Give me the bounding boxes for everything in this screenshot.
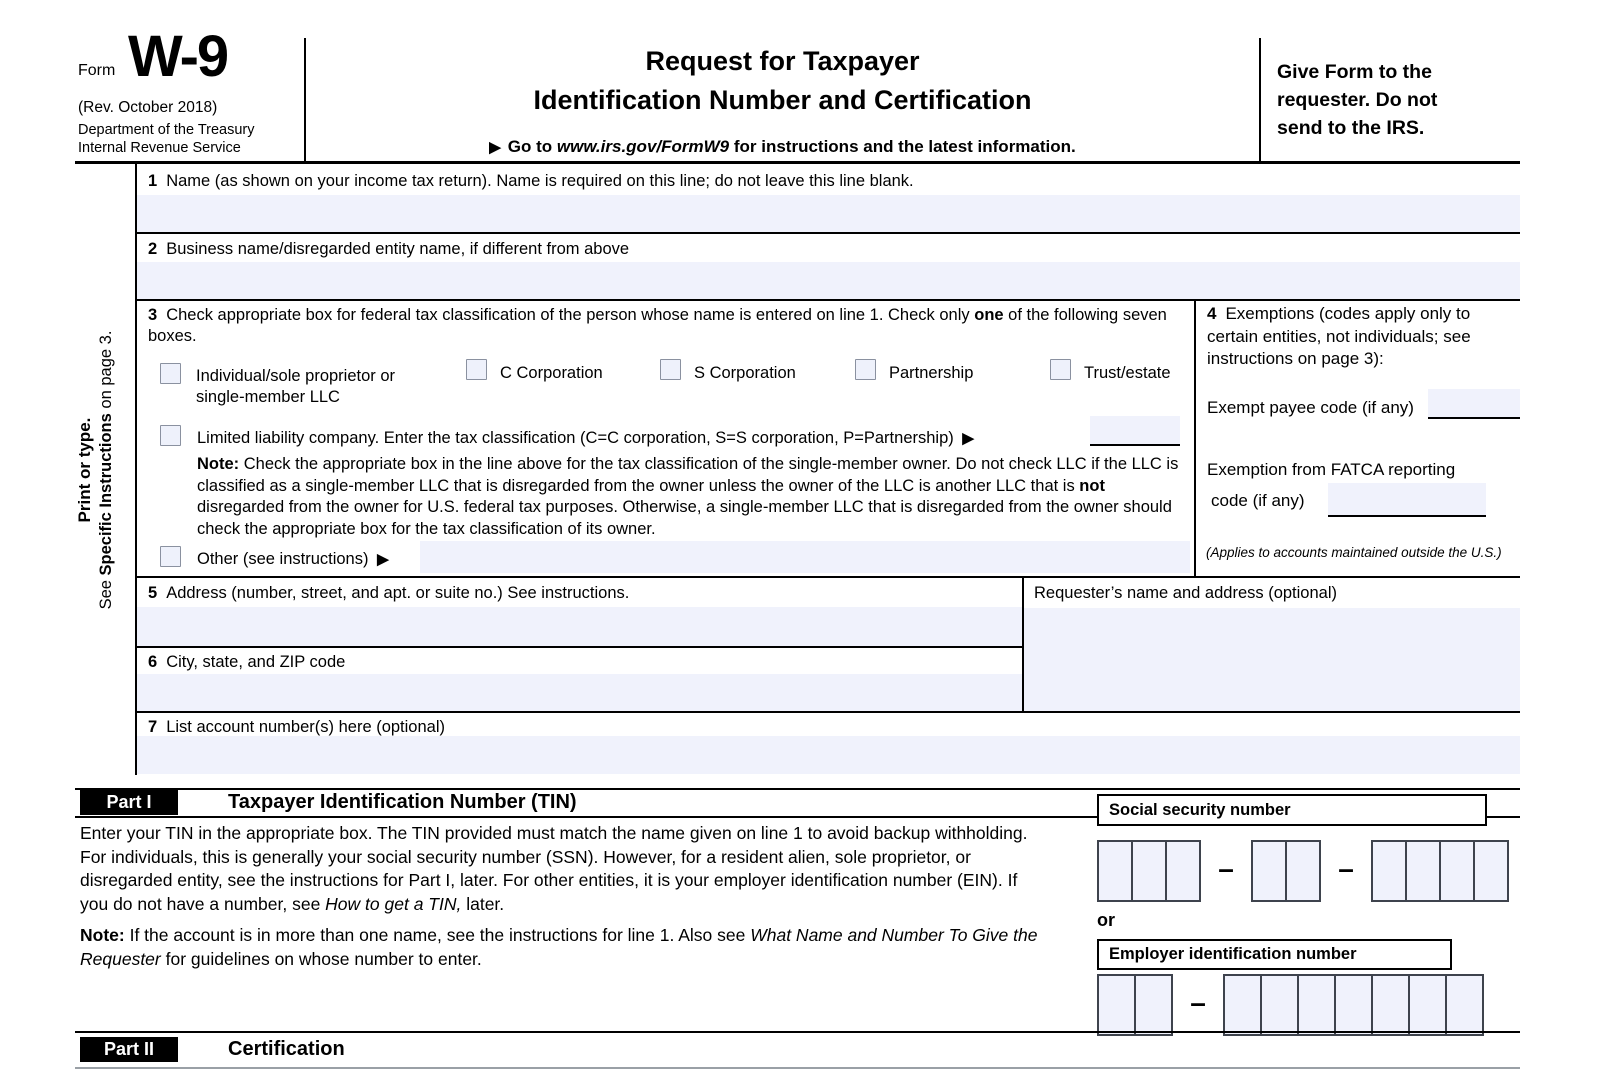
part1-header: Part I xyxy=(80,790,178,815)
tin-digit-cell[interactable] xyxy=(1445,974,1484,1036)
ssn-label: Social security number xyxy=(1097,794,1487,826)
form-number: W-9 xyxy=(128,24,228,89)
print-or-type-note: Print or type. See Specific Instructions on page 3. xyxy=(75,330,115,610)
tin-digit-cell[interactable] xyxy=(1473,840,1509,902)
tin-digit-cell[interactable] xyxy=(1097,840,1133,902)
fatca-label-line1: Exemption from FATCA reporting xyxy=(1207,460,1456,479)
line7-label: 7 List account number(s) here (optional) xyxy=(148,718,445,736)
checkbox-other[interactable] xyxy=(160,546,181,567)
tin-digit-cell[interactable] xyxy=(1408,974,1447,1036)
part2-title: Certification xyxy=(228,1038,345,1060)
tin-digit-cell[interactable] xyxy=(1131,840,1167,902)
tin-digit-cell[interactable] xyxy=(1405,840,1441,902)
checkbox-c-corp[interactable] xyxy=(466,359,487,380)
tin-digit-cell[interactable] xyxy=(1260,974,1299,1036)
row-divider xyxy=(137,576,1520,578)
part2-top-rule xyxy=(75,1031,1520,1033)
line5-label: 5 Address (number, street, and apt. or suite no.) See instructions. xyxy=(148,584,630,602)
fatca-applies-note: (Applies to accounts maintained outside the U.S.) xyxy=(1206,545,1502,560)
line6-label: 6 City, state, and ZIP code xyxy=(148,653,346,671)
tin-dash: – xyxy=(1338,853,1354,884)
irs-label: Internal Revenue Service xyxy=(78,140,241,156)
part2-header: Part II xyxy=(80,1037,178,1062)
tin-dash: – xyxy=(1218,853,1234,884)
line3-line4-divider xyxy=(1194,301,1196,577)
checkbox-partnership-label: Partnership xyxy=(889,364,974,382)
line5-input[interactable] xyxy=(137,607,1022,646)
tin-digit-cell[interactable] xyxy=(1371,974,1410,1036)
checkbox-s-corp[interactable] xyxy=(660,359,681,380)
other-input[interactable] xyxy=(420,541,1190,573)
checkbox-llc-label: Limited liability company. Enter the tax classification (C=C corporation, S=S corporation, P=Partnership) ▶ xyxy=(197,429,974,447)
checkbox-other-label: Other (see instructions) ▶ xyxy=(197,550,389,568)
arrow-icon: ▶ xyxy=(377,551,389,568)
exempt-payee-code-input[interactable] xyxy=(1428,389,1520,419)
form-revision: (Rev. October 2018) xyxy=(78,99,218,116)
line2-label: 2 Business name/disregarded entity name, if different from above xyxy=(148,240,630,258)
row-divider xyxy=(137,711,1520,713)
tin-digit-cell[interactable] xyxy=(1297,974,1336,1036)
part1-title: Taxpayer Identification Number (TIN) xyxy=(228,791,577,813)
line1-input[interactable] xyxy=(137,195,1520,232)
header-bottom-rule xyxy=(75,161,1520,164)
requester-label: Requester’s name and address (optional) xyxy=(1034,584,1337,602)
form-title xyxy=(310,42,1255,120)
form-label: Form xyxy=(78,62,116,79)
irs-url[interactable]: www.irs.gov/FormW9 xyxy=(556,137,730,156)
line1-label: 1 Name (as shown on your income tax return). Name is required on this line; do not leave this line blank. xyxy=(148,172,914,190)
tin-note: Note: If the account is in more than one name, see the instructions for line 1. Also see What Name and Number To Give the Requester for guidelines on whose number to enter. xyxy=(80,925,1038,969)
ein-label: Employer identification number xyxy=(1097,939,1452,970)
line2-input[interactable] xyxy=(137,262,1520,299)
tin-digit-cell[interactable] xyxy=(1251,840,1287,902)
treasury-label: Department of the Treasury xyxy=(78,122,255,138)
tin-digit-cell[interactable] xyxy=(1165,840,1201,902)
part2-bottom-rule xyxy=(75,1067,1520,1069)
line3-label: 3 Check appropriate box for federal tax classification of the person whose name is entered on line 1. Check only one of the following seven boxes. xyxy=(148,306,1167,345)
tin-digit-cell[interactable] xyxy=(1097,974,1136,1036)
line6-input[interactable] xyxy=(137,674,1022,711)
arrow-icon: ▶ xyxy=(489,139,501,156)
checkbox-s-corp-label: S Corporation xyxy=(694,364,796,382)
form-title-line1: Request for Taxpayer xyxy=(645,46,920,76)
or-label: or xyxy=(1097,910,1115,930)
llc-note: Note: Check the appropriate box in the line above for the tax classification of the single-member owner. Do not check LLC if the LLC is classified as a single-member LLC that is disregarded from the owner unless the owner of the LLC is another LLC that is not disregarded from the owner for U.S. federal tax purposes. Otherwise, a single-member LLC that is disregarded from the owner should check the appropriate box for the tax classification of its owner. xyxy=(197,455,1179,538)
ein-cells xyxy=(1097,974,1484,1036)
arrow-icon: ▶ xyxy=(962,430,974,447)
form-title-line2: Identification Number and Certification xyxy=(533,85,1032,115)
checkbox-individual[interactable] xyxy=(160,363,181,384)
header-divider-left xyxy=(304,38,306,164)
checkbox-trust-estate-label: Trust/estate xyxy=(1084,364,1171,382)
fatca-label-line2: code (if any) xyxy=(1211,491,1305,510)
fatca-code-input[interactable] xyxy=(1328,483,1486,517)
give-form-note: Give Form to the requester. Do not send to the IRS. xyxy=(1277,61,1438,139)
tin-instructions: Enter your TIN in the appropriate box. The TIN provided must match the name given on line 1 to avoid backup withholding. For individuals, this is generally your social security number (SSN). However, for a resident alien, sole proprietor, or disregarded entity, see the instructions for Part I, later. For other entities, it is your employer identification number (EIN). If you do not have a number, see How to get a TIN, later. xyxy=(80,823,1028,914)
row-divider xyxy=(137,299,1520,301)
checkbox-llc[interactable] xyxy=(160,425,181,446)
row-divider xyxy=(137,646,1024,648)
ssn-cells xyxy=(1097,840,1509,902)
tin-dash: – xyxy=(1190,987,1206,1018)
row-divider xyxy=(137,232,1520,234)
tin-digit-cell[interactable] xyxy=(1134,974,1173,1036)
line4-label: 4 Exemptions (codes apply only to certain entities, not individuals; see instructions on page 3): xyxy=(1207,304,1471,368)
line7-input[interactable] xyxy=(137,736,1520,774)
checkbox-partnership[interactable] xyxy=(855,359,876,380)
tin-digit-cell[interactable] xyxy=(1371,840,1407,902)
tin-digit-cell[interactable] xyxy=(1439,840,1475,902)
checkbox-c-corp-label: C Corporation xyxy=(500,364,603,382)
checkbox-trust-estate[interactable] xyxy=(1050,359,1071,380)
header-divider-right xyxy=(1259,38,1261,164)
requester-input[interactable] xyxy=(1024,608,1520,711)
llc-classification-input[interactable] xyxy=(1090,416,1180,446)
part1-top-rule xyxy=(75,788,1520,790)
tin-digit-cell[interactable] xyxy=(1223,974,1262,1036)
tin-digit-cell[interactable] xyxy=(1334,974,1373,1036)
exempt-payee-label: Exempt payee code (if any) xyxy=(1207,398,1414,417)
checkbox-individual-label: Individual/sole proprietor or single-member LLC xyxy=(196,367,396,406)
tin-digit-cell[interactable] xyxy=(1285,840,1321,902)
goto-instructions: ▶ Go to www.irs.gov/FormW9 for instructions and the latest information. xyxy=(489,137,1076,156)
